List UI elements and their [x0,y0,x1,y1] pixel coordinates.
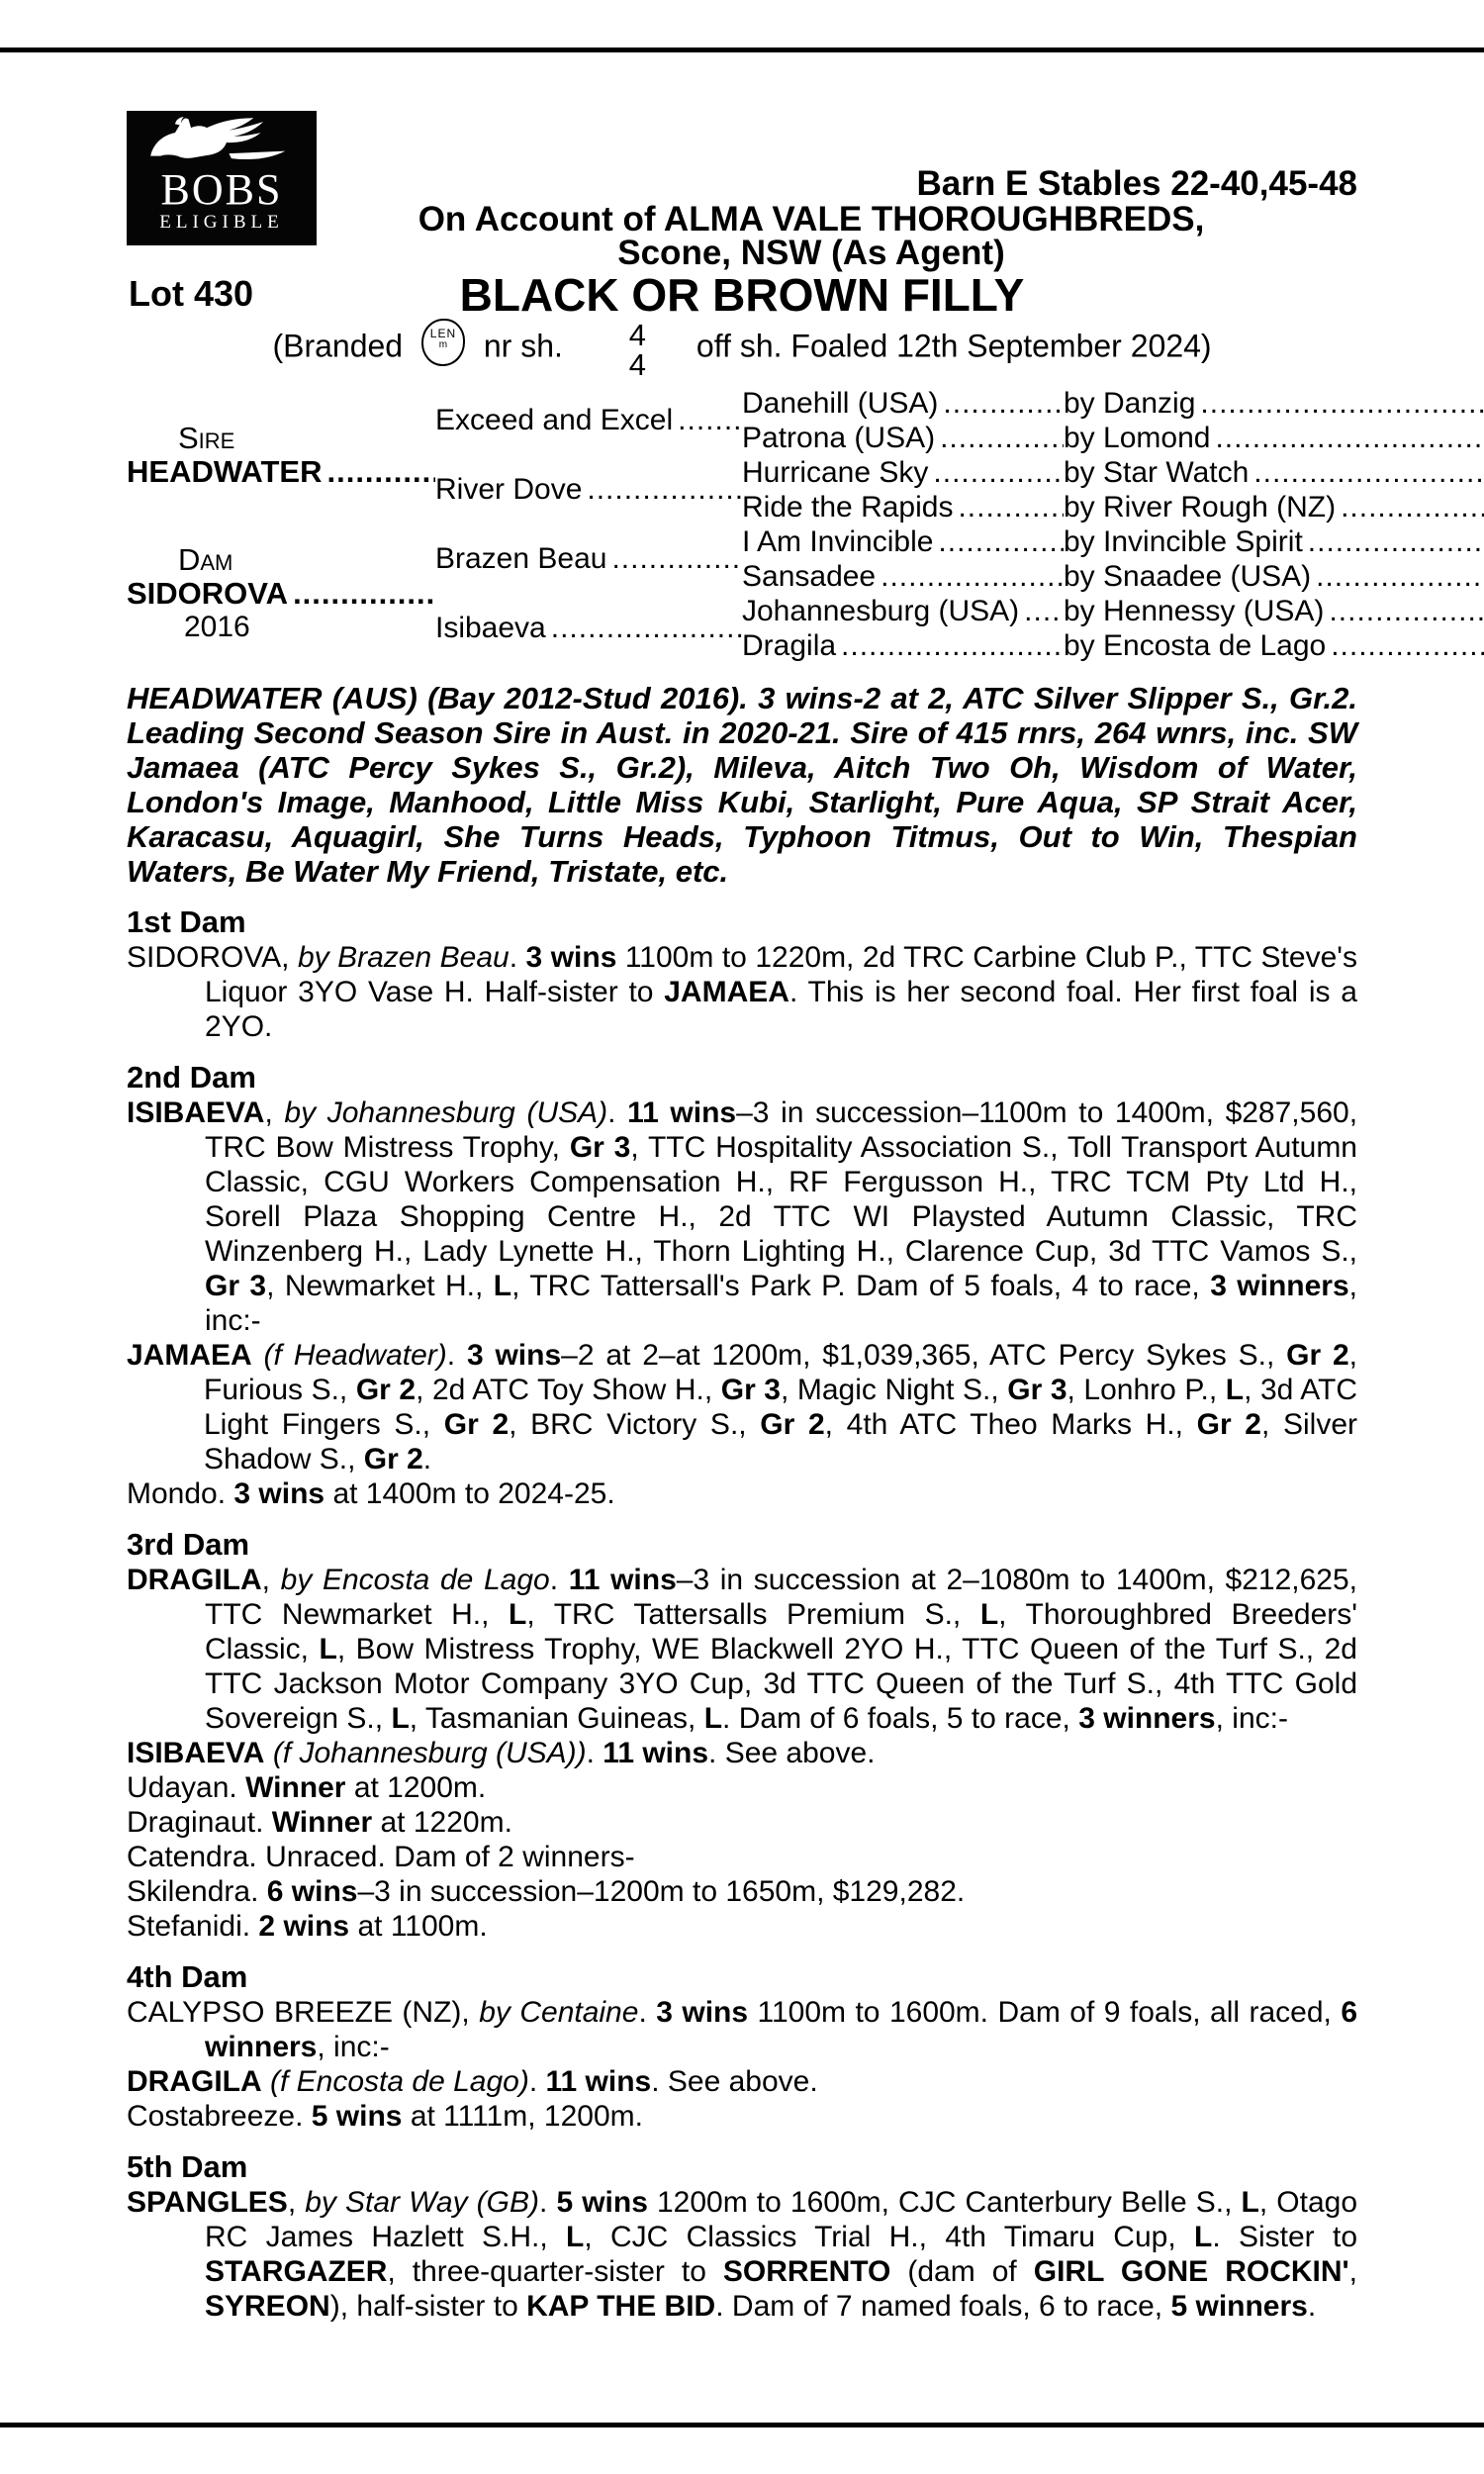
brand-line [0,318,1484,382]
consignor-location: Scone, NSW (As Agent) [617,234,1005,272]
dam-entry-paragraph: DRAGILA, by Encosta de Lago. 11 wins–3 in succession at 2–1080m to 1400m, $212,625, TTC Newmarket H., L, TRC Tattersalls Premium S., L, Thoroughbred Breeders' Classic, L, Bow Mistress Trophy, WE Blackwell 2YO H., TTC Queen of the Turf S., 2d TTC Jackson Motor Company 3YO Cup, 3d TTC Queen of the Turf S., 4th TTC Gold Sovereign S., L, Tasmanian Guineas, L. Dam of 6 foals, 5 to race, 3 winners, inc:- [127,1564,1358,1735]
grandparent-name: Johannesburg (USA) [742,594,1020,627]
dot-leader [938,525,1064,559]
lot-number: Lot 430 [129,273,254,314]
dot-leader [943,387,1064,421]
progeny-entry-paragraph: Udayan. Winner at 1200m. [127,1771,487,1804]
progeny-entry-paragraph: Catendra. Unraced. Dam of 2 winners- [127,1841,635,1873]
parent-name: Isibaeva [435,612,546,644]
grandparent-sire: by Invincible Spirit [1064,524,1303,558]
pedigree-parent-row [435,455,742,524]
progeny-entry-paragraph: Costabreeze. 5 wins at 1111m, 1200m. [127,2100,643,2133]
pedigree-grandparent-row [742,628,1484,663]
pedigree-grandparent-row [742,490,1484,524]
grandparent-sire: by Hennessy (USA) [1064,594,1325,627]
dot-leader [1341,491,1484,524]
dam-name: SIDOROVA [127,576,289,611]
dam-block [127,524,435,663]
progeny-entry-paragraph: ISIBAEVA (f Johannesburg (USA)). 11 wins. See above. [127,1737,876,1769]
sire-name: HEADWATER [127,454,323,489]
grandparent-name: I Am Invincible [742,524,934,558]
grandprogeny-entry-paragraph: Skilendra. 6 wins–3 in succession–1200m to 1650m, $129,282. [127,1875,966,1908]
grandprogeny-entry-paragraph: Stefanidi. 2 wins at 1100m. [127,1910,488,1943]
grandparent-sire: by Snaadee (USA) [1064,559,1312,593]
brand-number-bottom: 4 [628,347,647,382]
pedigree-grandparent-row [742,455,1484,490]
dot-leader [326,455,435,489]
dot-leader [678,404,742,437]
grandparent-name: Danehill (USA) [742,386,939,420]
grandparent-name: Patrona (USA) [742,421,936,454]
section-heading-5th-dam: 5th Dam [127,2149,248,2184]
parent-name: Brazen Beau [435,542,607,575]
grandparent-name: Sansadee [742,559,877,593]
grandparent-sire: by River Rough (NZ) [1064,490,1337,523]
content-column [127,386,1357,2324]
grandparent-sire: by Encosta de Lago [1064,628,1327,662]
near-shoulder-text: nr sh. [483,328,563,364]
brand-mark-bottom: m [438,339,448,350]
dam-label: Dam [178,542,233,577]
parent-name: River Dove [435,473,583,506]
sire-summary: HEADWATER (AUS) (Bay 2012-Stud 2016). 3 wins-2 at 2, ATC Silver Slipper S., Gr.2. Leading Second Season Sire in Aust. in 2020-21. Sire of 415 rnrs, 264 wnrs, inc. SW Jamaea (ATC Percy Sykes S., Gr.2), Mileva, Aitch Two Oh, Wisdom of Water, London's Image, Manhood, Little Miss Kubi, Starlight, Pure Aqua, SP Strait Acer, Karacasu, Aquagirl, She Turns Heads, Typhoon Titmus, Out to Win, Thespian Waters, Be Water My Friend, Tristate, etc. [127,681,1357,889]
pedigree-grandparent-row [742,594,1484,628]
dot-leader [1200,387,1484,421]
off-shoulder-text: off sh. Foaled 12th September 2024) [696,328,1212,364]
dot-leader [293,577,435,611]
dot-leader [1329,595,1484,628]
pedigree-grandparent-row [742,421,1484,455]
grandparent-name: Dragila [742,628,837,662]
sire-name-row [127,455,435,489]
title-row [127,269,1357,321]
bottom-rule [0,2423,1484,2427]
dot-leader [940,422,1064,455]
brand-prefix: (Branded [272,328,404,364]
dam-name-row [127,577,435,611]
brand-mark-icon [421,319,465,366]
pedigree-grandparent-row [742,386,1484,421]
dot-leader [1253,456,1484,490]
section-heading-2nd-dam: 2nd Dam [127,1060,256,1094]
section-heading-1st-dam: 1st Dam [127,904,246,939]
grandparent-name: Hurricane Sky [742,455,929,489]
grandparent-sire: by Star Watch [1064,455,1250,489]
logo-subtitle: ELIGIBLE [159,212,284,233]
progeny-entry-paragraph: Draginaut. Winner at 1220m. [127,1806,512,1839]
progeny-entry-paragraph: Mondo. 3 wins at 1400m to 2024-25. [127,1477,615,1510]
consignor-name: On Account of ALMA VALE THOROUGHBREDS, [417,200,1205,238]
parent-name: Exceed and Excel [435,404,674,436]
dam-entry-paragraph: ISIBAEVA, by Johannesburg (USA). 11 wins–3 in succession–1100m to 1400m, $287,560, TRC Bow Mistress Trophy, Gr 3, TTC Hospitality Association S., Toll Transport Autumn Classic, CGU Workers Compensation H., RF Fergusson H., TRC TCM Pty Ltd H., Sorell Plaza Shopping Centre H., 2d TTC WI Playsted Autumn Classic, TRC Winzenberg H., Lady Lynette H., Thorn Lighting H., Clarence Cup, 3d TTC Vamos S., Gr 3, Newmarket H., L, TRC Tattersall's Park P. Dam of 5 foals, 4 to race, 3 winners, inc:- [127,1096,1358,1337]
grandparent-sire: by Lomond [1064,421,1211,454]
horse-head-icon [147,117,296,168]
dam-year: 2016 [184,611,250,643]
pedigree-parent-row [435,386,742,455]
barn-stables-text: Barn E Stables 22-40,45-48 [916,164,1357,203]
sire-block [127,386,435,524]
grandparent-sire: by Danzig [1064,386,1196,420]
dot-leader [958,491,1064,524]
progeny-entry-paragraph: DRAGILA (f Encosta de Lago). 11 wins. See above. [127,2065,818,2098]
dam-entry-paragraph: SIDOROVA, by Brazen Beau. 3 wins 1100m to 1220m, 2d TRC Carbine Club P., TTC Steve's Liquor 3YO Vase H. Half-sister to JAMAEA. This is her second foal. Her first foal is a 2YO. [127,941,1357,1043]
dot-leader [933,456,1064,490]
dot-leader [587,473,742,507]
grandparent-name: Ride the Rapids [742,490,954,523]
dot-leader [551,612,742,645]
pedigree-parent-row [435,594,742,663]
brand-mark-top: LEN [429,327,457,340]
dot-leader [841,629,1064,663]
dam-entry-paragraph: SPANGLES, by Star Way (GB). 5 wins 1200m to 1600m, CJC Canterbury Belle S., L, Otago RC James Hazlett S.H., L, CJC Classics Trial H., 4th Timaru Cup, L. Sister to STARGAZER, three-quarter-sister to SORRENTO (dam of GIRL GONE ROCKIN', SYREON), half-sister to KAP THE BID. Dam of 7 named foals, 6 to race, 5 winners. [127,2186,1358,2323]
dam-entry-paragraph: CALYPSO BREEZE (NZ), by Centaine. 3 wins 1100m to 1600m. Dam of 9 foals, all raced, 6 winners, inc:- [127,1996,1358,2063]
section-heading-3rd-dam: 3rd Dam [127,1527,250,1562]
dot-leader [1331,629,1484,663]
brand-number-top: 4 [628,318,647,352]
dot-leader [1316,560,1484,594]
dot-leader [881,560,1064,594]
pedigree-grandparent-row [742,559,1484,594]
dam-sections [127,904,1357,2324]
progeny-entry-paragraph: JAMAEA (f Headwater). 3 wins–2 at 2–at 1200m, $1,039,365, ATC Percy Sykes S., Gr 2, Furious S., Gr 2, 2d ATC Toy Show H., Gr 3, Magic Night S., Gr 3, Lonhro P., L, 3d ATC Light Fingers S., Gr 2, BRC Victory S., Gr 2, 4th ATC Theo Marks H., Gr 2, Silver Shadow S., Gr 2. [127,1339,1358,1475]
dot-leader [1308,525,1484,559]
dot-leader [611,542,742,576]
pedigree-grandparent-row [742,524,1484,559]
dot-leader [1024,595,1064,628]
logo-title: BOBS [160,165,283,214]
top-rule [0,48,1484,52]
pedigree-table [127,386,1357,663]
dot-leader [1215,422,1484,455]
brand-number-fraction [628,318,647,382]
sire-label: Sire [178,421,235,455]
lot-title: BLACK OR BROWN FILLY [459,269,1025,321]
pedigree-parent-row [435,524,742,594]
section-heading-4th-dam: 4th Dam [127,1959,248,1994]
